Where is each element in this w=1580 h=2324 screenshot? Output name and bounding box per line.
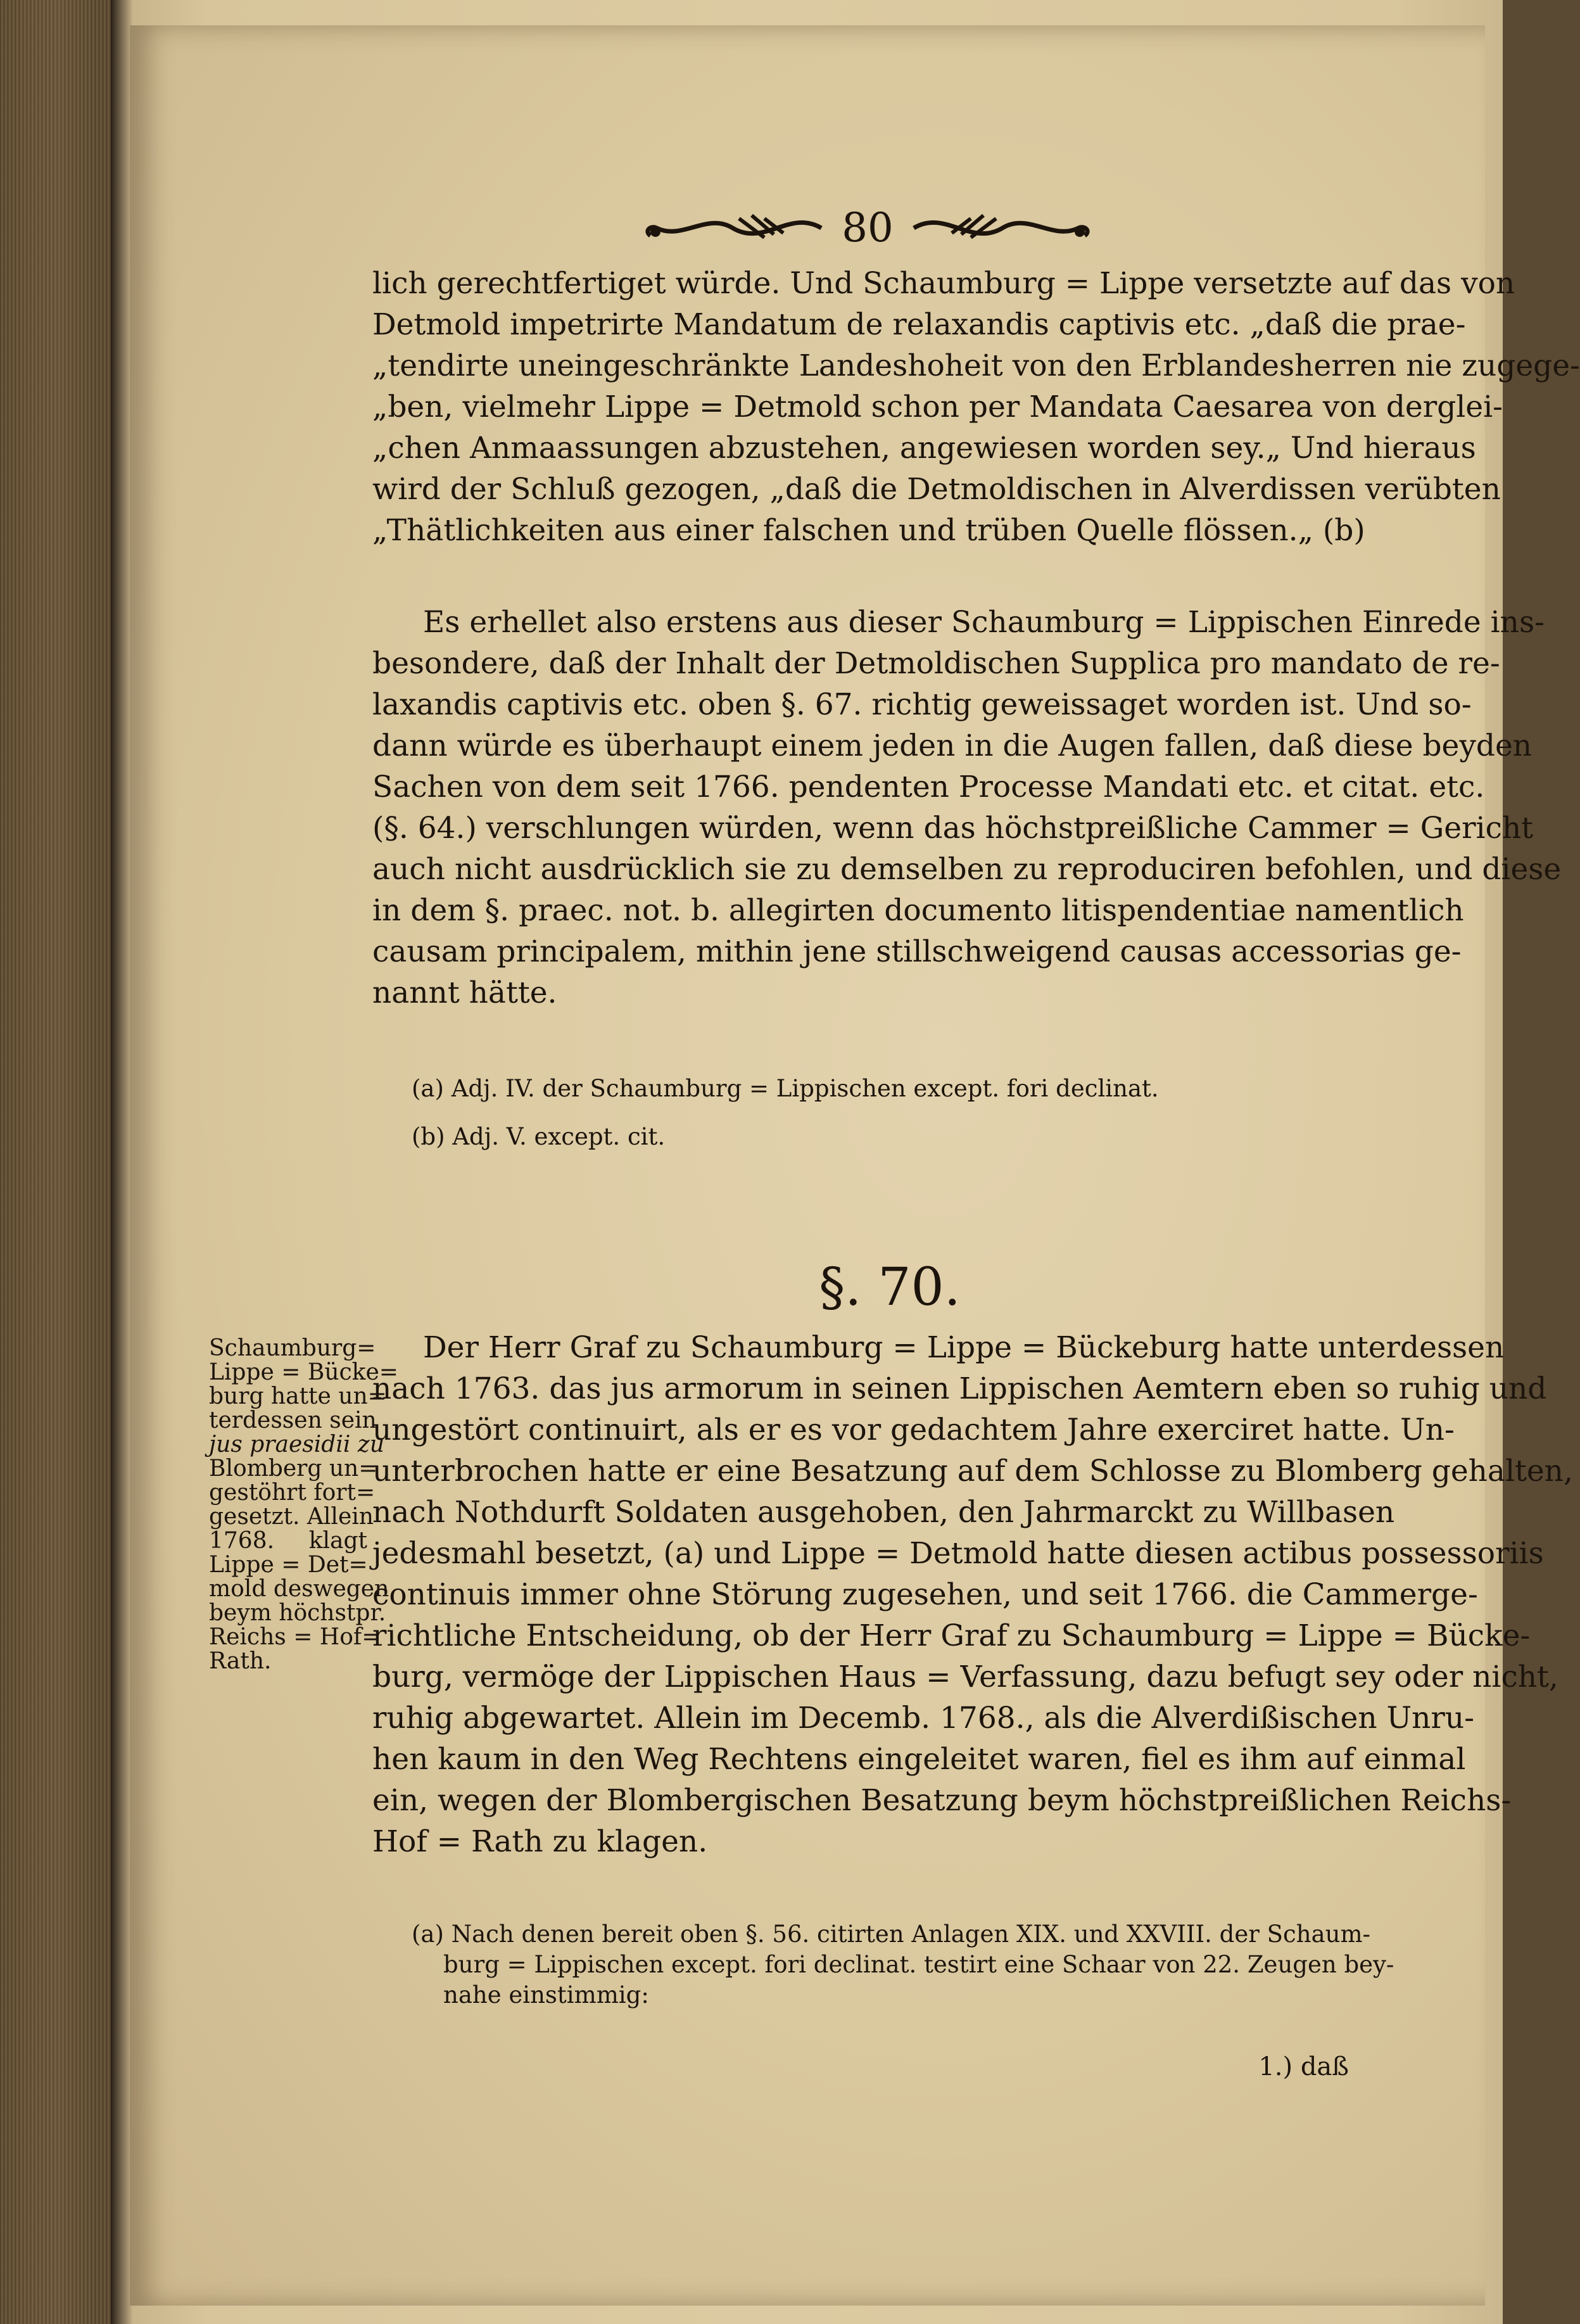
text-line: Detmold impetrirte Mandatum de relaxandis captivis etc. „daß die prae- (372, 307, 1466, 342)
page-number: 80 (842, 205, 894, 251)
margin-line: 1768. klagt (209, 1528, 367, 1554)
footnote-line: burg = Lippischen except. fori declinat. testirt eine Schaar von 22. Zeugen bey- (443, 1951, 1394, 1978)
text-line: jedesmahl besetzt, (a) und Lippe = Detmold hatte diesen actibus possessoriis (372, 1536, 1544, 1571)
margin-line: burg hatte un= (209, 1383, 387, 1409)
text-line: causam principalem, mithin jene stillschweigend causas accessorias ge- (372, 934, 1462, 969)
right-ornament-icon (907, 203, 1097, 253)
text-line: ungestört continuirt, als er es vor gedachtem Jahre exerciret hatte. Un- (372, 1413, 1455, 1447)
text-line: „tendirte uneingeschränkte Landeshoheit von den Erblandesherren nie zugege- (372, 348, 1580, 383)
section-heading: §. 70. (819, 1257, 961, 1318)
text-line: Es erhellet also erstens aus dieser Schaumburg = Lippischen Einrede ins- (423, 605, 1545, 640)
footnote-line: (a) Nach denen bereit oben §. 56. citirten Anlagen XIX. und XXVIII. der Schaum- (412, 1921, 1371, 1948)
margin-line: mold deswegen (209, 1576, 389, 1602)
text-line: besondere, daß der Inhalt der Detmoldischen Supplica pro mandato de re- (372, 646, 1500, 681)
text-line: unterbrochen hatte er eine Besatzung auf dem Schlosse zu Blomberg gehalten, (372, 1454, 1573, 1489)
text-line: burg, vermöge der Lippischen Haus = Verfassung, dazu befugt sey oder nicht, (372, 1660, 1558, 1694)
catchword: 1.) daß (1258, 2052, 1349, 2081)
text-line: lich gerechtfertiget würde. Und Schaumburg = Lippe versetzte auf das von (372, 266, 1515, 301)
page-header (627, 190, 1108, 266)
margin-note (209, 1335, 398, 1674)
footnote-b: (b) Adj. V. except. cit. (412, 1123, 666, 1150)
text-line: ein, wegen der Blombergischen Besatzung beym höchstpreißlichen Reichs- (372, 1783, 1512, 1818)
margin-line: Rath. (209, 1648, 272, 1674)
text-line: auch nicht ausdrücklich sie zu demselben zu reproduciren befohlen, und diese (372, 852, 1562, 887)
text-line: hen kaum in den Weg Rechtens eingeleitet waren, fiel es ihm auf einmal (372, 1742, 1466, 1777)
footnotes-1 (412, 1074, 1349, 1152)
margin-line: gesetzt. Allein (209, 1504, 374, 1530)
text-line: Sachen von dem seit 1766. pendenten Processe Mandati etc. et citat. etc. (372, 770, 1485, 804)
margin-line: Blomberg un= (209, 1456, 378, 1482)
text-line: Der Herr Graf zu Schaumburg = Lippe = Bückeburg hatte unterdessen (423, 1330, 1505, 1365)
margin-line: Lippe = Det= (209, 1552, 368, 1578)
margin-line: Reichs = Hof= (209, 1624, 381, 1650)
paragraph-2 (372, 602, 1562, 1013)
text-line: „ben, vielmehr Lippe = Detmold schon per Mandata Caesarea von derglei- (372, 390, 1503, 424)
text-line: ruhig abgewartet. Allein im Decemb. 1768., als die Alverdißischen Unru- (372, 1701, 1475, 1736)
left-ornament-icon (638, 203, 828, 253)
text-line: „Thätlichkeiten aus einer falschen und trüben Quelle flössen.„ (b) (372, 513, 1365, 548)
text-line: dann würde es überhaupt einem jeden in die Augen fallen, daß diese beyden (372, 728, 1533, 763)
text-line: (§. 64.) verschlungen würden, wenn das höchstpreißliche Cammer = Gericht (372, 811, 1534, 846)
text-line: nannt hätte. (372, 975, 557, 1010)
footnotes-2 (412, 1919, 1394, 2010)
margin-line: gestöhrt fort= (209, 1480, 376, 1506)
footnote-line: nahe einstimmig: (443, 1981, 649, 2009)
margin-line: jus praesidii zu (209, 1432, 384, 1457)
margin-line: Lippe = Bücke= (209, 1359, 398, 1385)
margin-line: Schaumburg= (209, 1335, 376, 1361)
footnote-a: (a) Adj. IV. der Schaumburg = Lippischen except. fori declinat. (412, 1075, 1159, 1102)
text-line: nach Nothdurft Soldaten ausgehoben, den Jahrmarckt zu Willbasen (372, 1495, 1395, 1530)
text-line: „chen Anmaassungen abzustehen, angewiesen worden sey.„ Und hieraus (372, 431, 1476, 466)
margin-line: beym höchstpr. (209, 1600, 386, 1626)
text-line: in dem §. praec. not. b. allegirten documento litispendentiae namentlich (372, 893, 1464, 928)
margin-line: terdessen sein (209, 1407, 377, 1433)
paragraph-3 (372, 1327, 1573, 1862)
text-line: laxandis captivis etc. oben §. 67. richtig geweissaget worden ist. Und so- (372, 687, 1472, 722)
paragraph-1 (372, 263, 1580, 551)
book-page-edges (0, 0, 111, 2324)
text-line: richtliche Entscheidung, ob der Herr Graf zu Schaumburg = Lippe = Bücke- (372, 1618, 1531, 1653)
text-line: wird der Schluß gezogen, „daß die Detmoldischen in Alverdissen verübten (372, 472, 1501, 507)
text-line: nach 1763. das jus armorum in seinen Lippischen Aemtern eben so ruhig und (372, 1371, 1547, 1406)
text-line: Hof = Rath zu klagen. (372, 1824, 708, 1859)
text-line: continuis immer ohne Störung zugesehen, und seit 1766. die Cammerge- (372, 1577, 1478, 1612)
